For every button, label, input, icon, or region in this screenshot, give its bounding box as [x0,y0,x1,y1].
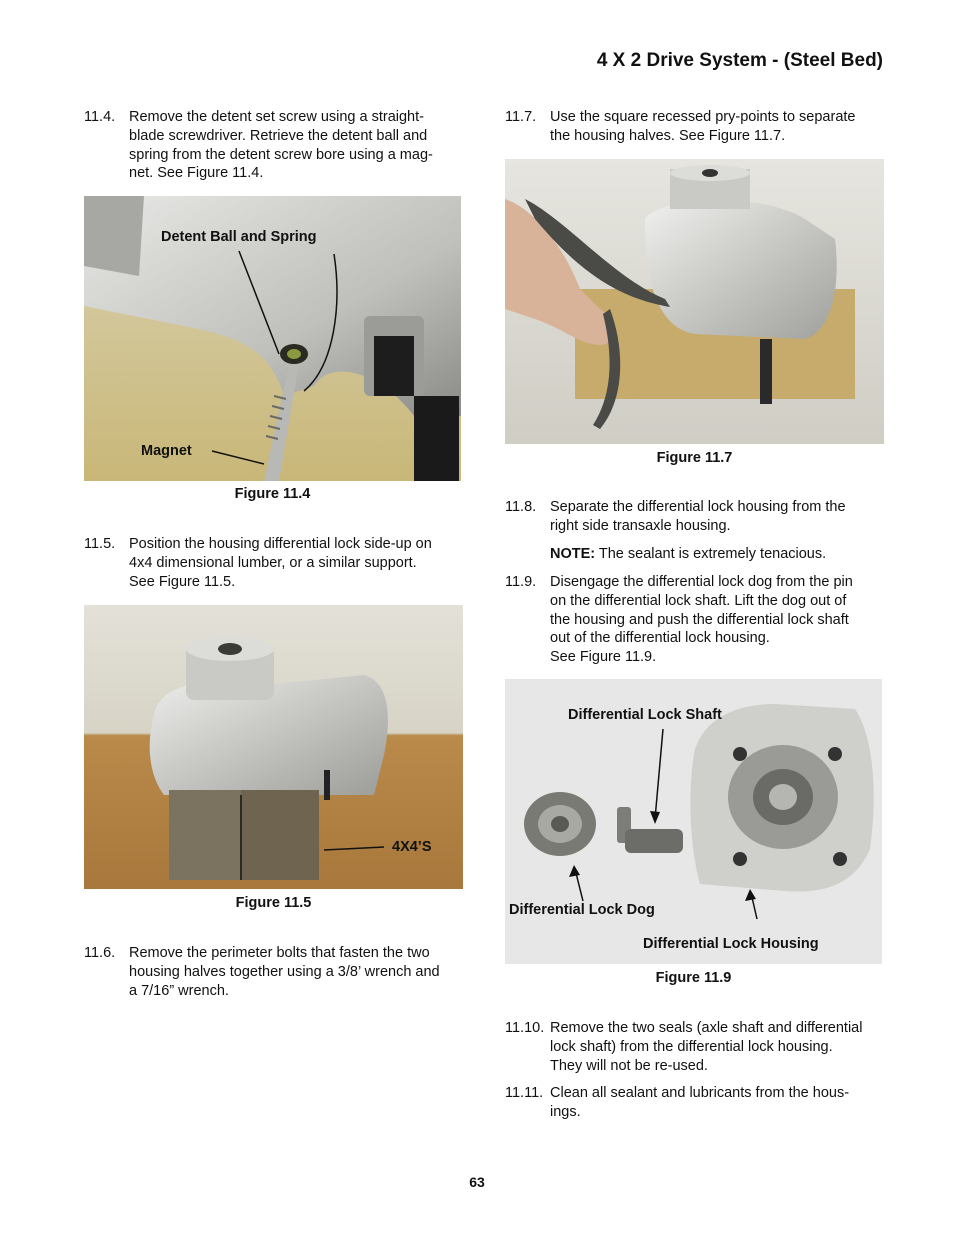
step-text [550,573,853,667]
step-line: spring from the detent screw bore using a mag- [129,146,433,163]
callout-magnet: Magnet [141,443,192,459]
step-line: See Figure 11.9. [550,649,657,666]
step-line: They will not be re-used. [550,1057,708,1074]
step-text [550,1084,849,1122]
step-number: 11.10. [505,1020,545,1036]
step-11-10 [505,1019,895,1079]
step-line: a 7/16” wrench. [129,982,229,999]
step-text [550,108,855,146]
page-header-title: 4 X 2 Drive System - (Steel Bed) [596,50,883,71]
step-11-11 [505,1084,895,1124]
step-line: Remove the detent set screw using a straight- [129,109,424,125]
step-number: 11.4. [84,109,116,125]
figure-11-7-photo [505,159,884,444]
step-line: Clean all sealant and lubricants from the hous- [550,1085,850,1101]
step-11-5 [84,535,474,595]
step-line: ings. [550,1103,581,1120]
figure-11-7-caption: Figure 11.7 [656,450,733,466]
step-text [129,535,432,591]
step-line: Separate the differential lock housing from the [550,499,846,515]
figure-11-4-caption: Figure 11.4 [234,486,311,502]
note-label: NOTE: [550,546,596,562]
step-line: the housing halves. See Figure 11.7. [550,127,786,144]
callout-detent-ball-and-spring: Detent Ball and Spring [161,229,317,245]
callout-4x4s: 4X4’S [392,839,432,855]
step-number: 11.7. [505,109,537,125]
step-line: right side transaxle housing. [550,517,731,534]
step-11-8 [505,498,895,538]
note [550,545,890,565]
step-line: Position the housing differential lock side-up on [129,536,432,552]
callout-differential-lock-shaft: Differential Lock Shaft [568,707,722,723]
note-text: The sealant is extremely tenacious. [595,546,827,562]
step-line: the housing and push the differential lock shaft [550,611,849,628]
step-number: 11.6. [84,945,116,961]
step-number: 11.5. [84,536,116,552]
step-text [129,944,440,1000]
step-text [129,108,433,183]
step-11-6 [84,944,474,1004]
step-line: Disengage the differential lock dog from the pin [550,574,853,590]
step-number: 11.11. [505,1085,544,1101]
step-line: Remove the perimeter bolts that fasten the two [129,945,430,961]
figure-11-5-caption: Figure 11.5 [235,895,312,911]
step-number: 11.8. [505,499,537,515]
step-line: Use the square recessed pry-points to separate [550,109,856,125]
step-line: 4x4 dimensional lumber, or a similar support. [129,554,417,571]
step-11-7 [505,108,895,148]
step-text [550,498,846,536]
step-line: lock shaft) from the differential lock housing. [550,1038,833,1055]
step-11-4 [84,108,474,188]
step-line: See Figure 11.5. [129,573,236,590]
callout-differential-lock-housing: Differential Lock Housing [643,936,819,952]
step-line: out of the differential lock housing. [550,630,770,647]
step-line: net. See Figure 11.4. [129,165,264,182]
step-line: housing halves together using a 3/8’ wrench and [129,963,440,980]
step-line: Remove the two seals (axle shaft and differential [550,1020,863,1036]
step-line: blade screwdriver. Retrieve the detent ball and [129,127,428,144]
step-line: on the differential lock shaft. Lift the dog out of [550,592,847,609]
callout-differential-lock-dog: Differential Lock Dog [509,902,655,918]
figure-11-9-caption: Figure 11.9 [655,970,732,986]
step-number: 11.9. [505,574,537,590]
step-text [550,1019,862,1075]
page-number: 63 [469,1174,485,1190]
step-11-9 [505,573,895,669]
